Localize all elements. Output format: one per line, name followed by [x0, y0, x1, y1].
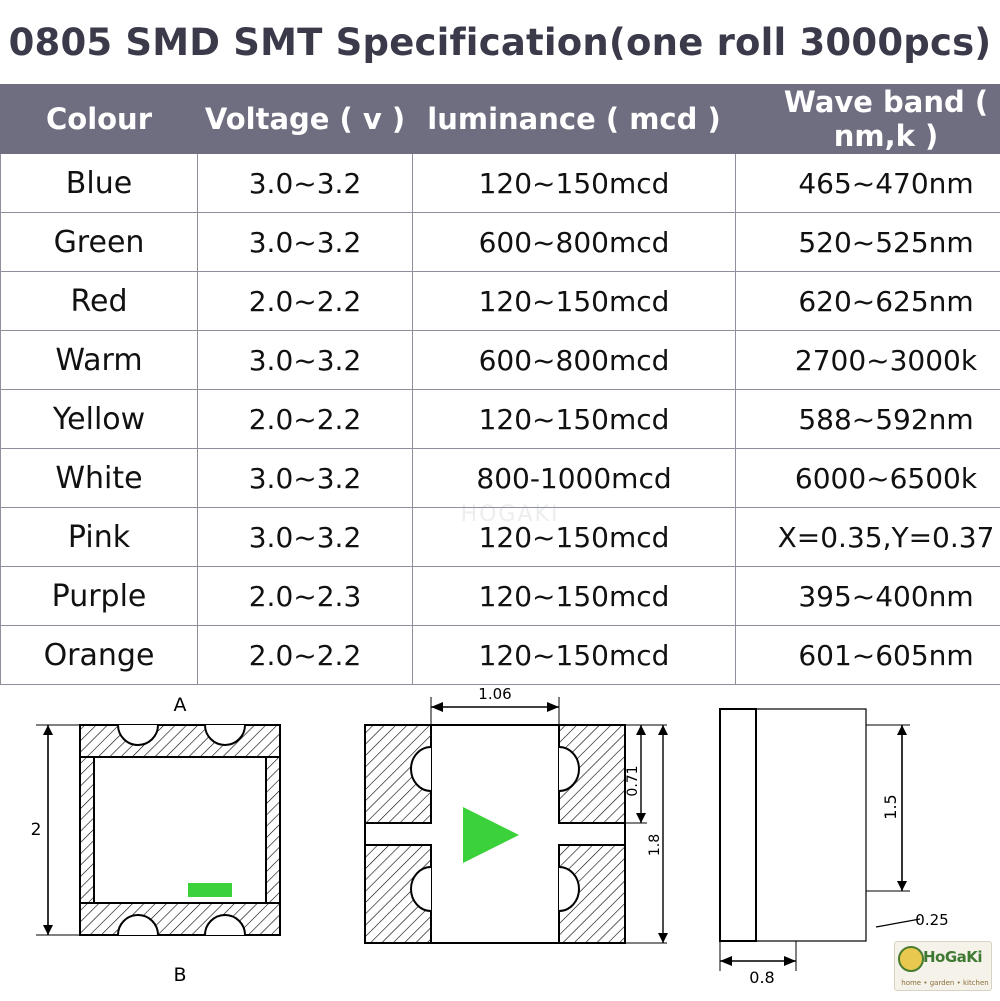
- cell-luminance: 120~150mcd: [413, 272, 736, 331]
- cell-voltage: 2.0~2.2: [198, 390, 413, 449]
- cell-colour: Purple: [1, 567, 198, 626]
- cell-luminance: 120~150mcd: [413, 154, 736, 213]
- table-row: [1, 390, 1000, 449]
- cell-luminance: 120~150mcd: [413, 567, 736, 626]
- specification-table: [0, 84, 1000, 685]
- technical-drawings: [0, 685, 1000, 997]
- cell-waveband: X=0.35,Y=0.37: [736, 508, 1000, 567]
- cell-colour: Orange: [1, 626, 198, 685]
- table-row: [1, 154, 1000, 213]
- cell-luminance: 600~800mcd: [413, 213, 736, 272]
- logo-mark-icon: [898, 946, 924, 972]
- column-header-colour: Colour: [1, 85, 198, 154]
- table-row: [1, 567, 1000, 626]
- cell-voltage: 2.0~2.2: [198, 626, 413, 685]
- cell-colour: Warm: [1, 331, 198, 390]
- column-header-voltage: Voltage ( v ): [198, 85, 413, 154]
- cell-waveband: 2700~3000k: [736, 331, 1000, 390]
- logo-name: HoGaKi: [923, 948, 982, 966]
- table-row: [1, 508, 1000, 567]
- cell-voltage: 3.0~3.2: [198, 331, 413, 390]
- figure-c-small-dim: 0.25: [915, 911, 948, 929]
- table-header-row: [1, 85, 1000, 154]
- cell-waveband: 520~525nm: [736, 213, 1000, 272]
- cell-colour: Pink: [1, 508, 198, 567]
- figure-dimensions-svg: [345, 685, 675, 997]
- figure-top-view: [0, 685, 340, 997]
- cell-voltage: 3.0~3.2: [198, 508, 413, 567]
- cell-colour: Red: [1, 272, 198, 331]
- figure-c-bottom-dim: 0.8: [749, 968, 774, 987]
- cell-voltage: 3.0~3.2: [198, 154, 413, 213]
- cell-voltage: 3.0~3.2: [198, 213, 413, 272]
- table-row: [1, 331, 1000, 390]
- column-header-waveband: Wave band ( nm,k ): [736, 85, 1000, 154]
- figure-a-label-bottom: B: [173, 964, 186, 986]
- cell-luminance: 120~150mcd: [413, 508, 736, 567]
- cell-waveband: 601~605nm: [736, 626, 1000, 685]
- cell-voltage: 3.0~3.2: [198, 449, 413, 508]
- column-header-luminance: luminance ( mcd ): [413, 85, 736, 154]
- cell-luminance: 600~800mcd: [413, 331, 736, 390]
- cell-colour: Blue: [1, 154, 198, 213]
- cell-waveband: 395~400nm: [736, 567, 1000, 626]
- table-row: [1, 626, 1000, 685]
- figure-b-top-dim: 1.06: [478, 685, 511, 703]
- figure-top-view-svg: [0, 685, 340, 997]
- cell-waveband: 465~470nm: [736, 154, 1000, 213]
- figure-c-height-dim: 1.5: [881, 794, 900, 819]
- cell-luminance: 800-1000mcd: [413, 449, 736, 508]
- cell-colour: Yellow: [1, 390, 198, 449]
- cell-waveband: 620~625nm: [736, 272, 1000, 331]
- cell-waveband: 6000~6500k: [736, 449, 1000, 508]
- cell-voltage: 2.0~2.2: [198, 272, 413, 331]
- logo-tagline: home • garden • kitchen: [899, 979, 991, 987]
- figure-b-dim-18: 1.8: [647, 834, 663, 856]
- brand-logo: [894, 941, 992, 991]
- cell-waveband: 588~592nm: [736, 390, 1000, 449]
- figure-dimensions-view: [345, 685, 675, 997]
- cell-colour: Green: [1, 213, 198, 272]
- watermark: HOGAKI: [400, 480, 620, 550]
- cell-colour: White: [1, 449, 198, 508]
- figure-a-label-top: A: [174, 694, 187, 716]
- figure-a-height-dim: 2: [31, 820, 42, 840]
- cell-luminance: 120~150mcd: [413, 626, 736, 685]
- table-header: [1, 85, 1000, 154]
- table-row: [1, 272, 1000, 331]
- table-row: [1, 213, 1000, 272]
- table-row: [1, 449, 1000, 508]
- figure-b-dim-071: 0.71: [625, 765, 641, 796]
- cell-voltage: 2.0~2.3: [198, 567, 413, 626]
- table-body: [1, 154, 1000, 685]
- page-title-bar: [0, 0, 1000, 84]
- page-title: 0805 SMD SMT Specification(one roll 3000pcs): [9, 21, 992, 64]
- cell-luminance: 120~150mcd: [413, 390, 736, 449]
